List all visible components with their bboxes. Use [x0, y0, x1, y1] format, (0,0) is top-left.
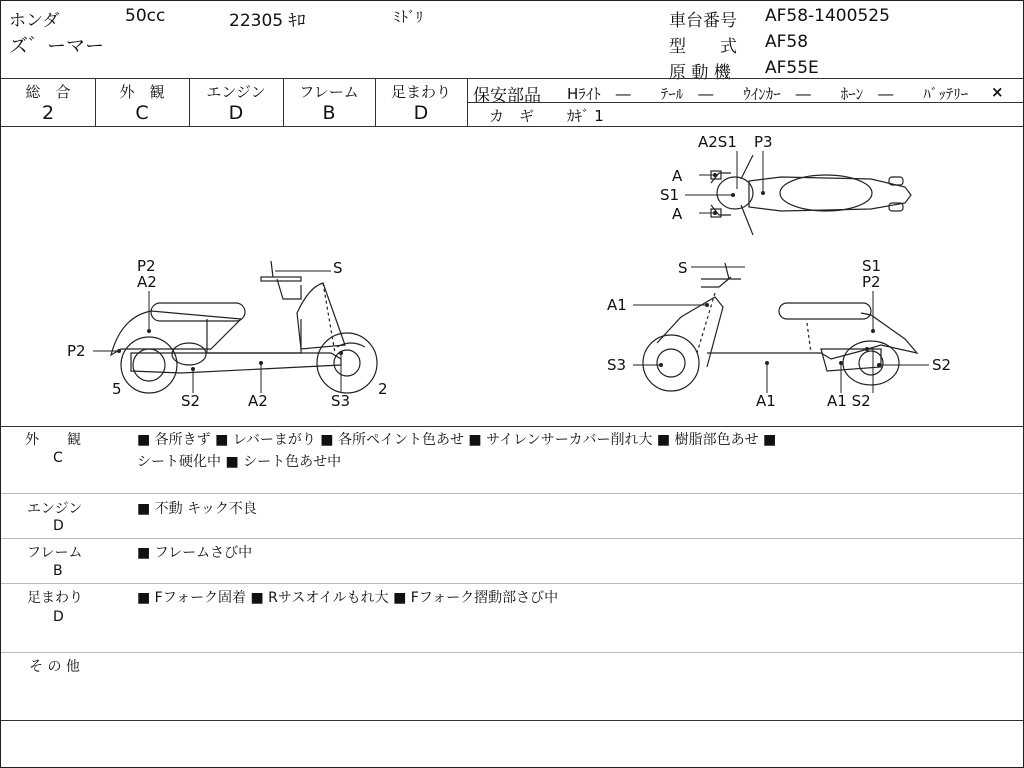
- diagram-label: A1: [607, 296, 627, 314]
- detail-frame-text: ■ フレームさび中: [137, 545, 253, 561]
- displacement: 50cc: [125, 6, 166, 26]
- diagram-label: S2: [932, 356, 952, 374]
- overall-label: 総 合: [25, 83, 71, 101]
- model-name: ズ゛ーマー: [9, 35, 105, 57]
- scooter-top-view-illustration: [711, 155, 911, 235]
- damage-diagram: [1, 127, 1023, 427]
- detail-engine-grade: D: [53, 518, 64, 534]
- diagram-label: A: [672, 167, 683, 185]
- detail-engine-label: エンジン: [27, 501, 83, 517]
- detail-other-label: そ の 他: [29, 659, 80, 675]
- divider: [1, 78, 1023, 79]
- diagram-label: A: [672, 205, 683, 223]
- detail-exterior-label: 外 観: [25, 432, 81, 448]
- diagram-label: S3: [607, 356, 627, 374]
- battery-mark: ×: [991, 83, 1004, 101]
- safety-items: Hﾗｲﾄ ― ﾃｰﾙ ― ｳｲﾝｶｰ ― ﾎｰﾝ ― ﾊﾞｯﾃﾘｰ: [567, 85, 969, 103]
- key-value: ｶｷﾞ 1: [567, 107, 604, 125]
- diagram-label: 2: [378, 380, 388, 398]
- diagram-label: S2: [181, 392, 201, 410]
- diagram-label: S: [333, 259, 343, 277]
- detail-exterior-grade: C: [53, 450, 63, 466]
- diagram-label: A1: [756, 392, 776, 410]
- detail-suspension-text: ■ Fフォーク固着 ■ Rサスオイルもれ大 ■ Fフォーク摺動部さび中: [137, 590, 559, 606]
- type-label: 型 式: [669, 37, 737, 57]
- diagram-label: S1: [660, 186, 680, 204]
- detail-frame-grade: B: [53, 563, 63, 579]
- frame-no-value: AF58-1400525: [765, 6, 890, 26]
- engine-model-label: 原 動 機: [669, 63, 731, 83]
- overall-grade: 2: [41, 102, 55, 124]
- type-value: AF58: [765, 32, 809, 52]
- diagram-label: S1: [862, 257, 882, 275]
- detail-exterior-text-2: シート硬化中 ■ シート色あせ中: [137, 454, 342, 470]
- diagram-label: P2: [67, 342, 86, 360]
- diagram-label: P2: [137, 257, 156, 275]
- frame-no-label: 車台番号: [669, 11, 737, 31]
- detail-frame-label: フレーム: [27, 545, 83, 561]
- mileage: 22305 ｷﾛ: [229, 11, 306, 31]
- diagram-label: A2S1: [698, 133, 737, 151]
- safety-label: 保安部品: [473, 86, 541, 106]
- color: ﾐﾄﾞﾘ: [393, 8, 424, 26]
- diagram-label: S: [678, 259, 688, 277]
- detail-suspension-grade: D: [53, 609, 64, 625]
- frame-label: フレーム: [299, 83, 359, 101]
- diagram-label: A2: [137, 273, 157, 291]
- suspension-label: 足まわり: [390, 83, 451, 101]
- exterior-grade: C: [135, 102, 149, 124]
- diagram-label: P3: [754, 133, 773, 151]
- diagram-label: P2: [862, 273, 881, 291]
- engine-label: エンジン: [206, 83, 266, 101]
- detail-engine-text: ■ 不動 キック不良: [137, 501, 257, 517]
- diagram-label: A2: [248, 392, 268, 410]
- suspension-grade: D: [413, 102, 429, 124]
- maker: ホンダ: [9, 11, 60, 31]
- key-label: カ ギ: [489, 107, 535, 125]
- frame-grade: B: [322, 102, 336, 124]
- detail-exterior-text: ■ 各所きず ■ レバーまがり ■ 各所ペイント色あせ ■ サイレンサーカバー削れ大 ■ 樹脂部色あせ ■: [137, 432, 777, 448]
- detail-suspension-label: 足まわり: [27, 590, 83, 606]
- engine-grade: D: [228, 102, 244, 124]
- engine-model-value: AF55E: [765, 58, 819, 78]
- exterior-label: 外 観: [119, 83, 165, 101]
- diagram-label: 5: [112, 380, 122, 398]
- diagram-label: S3: [331, 392, 351, 410]
- diagram-label: A1 S2: [827, 392, 871, 410]
